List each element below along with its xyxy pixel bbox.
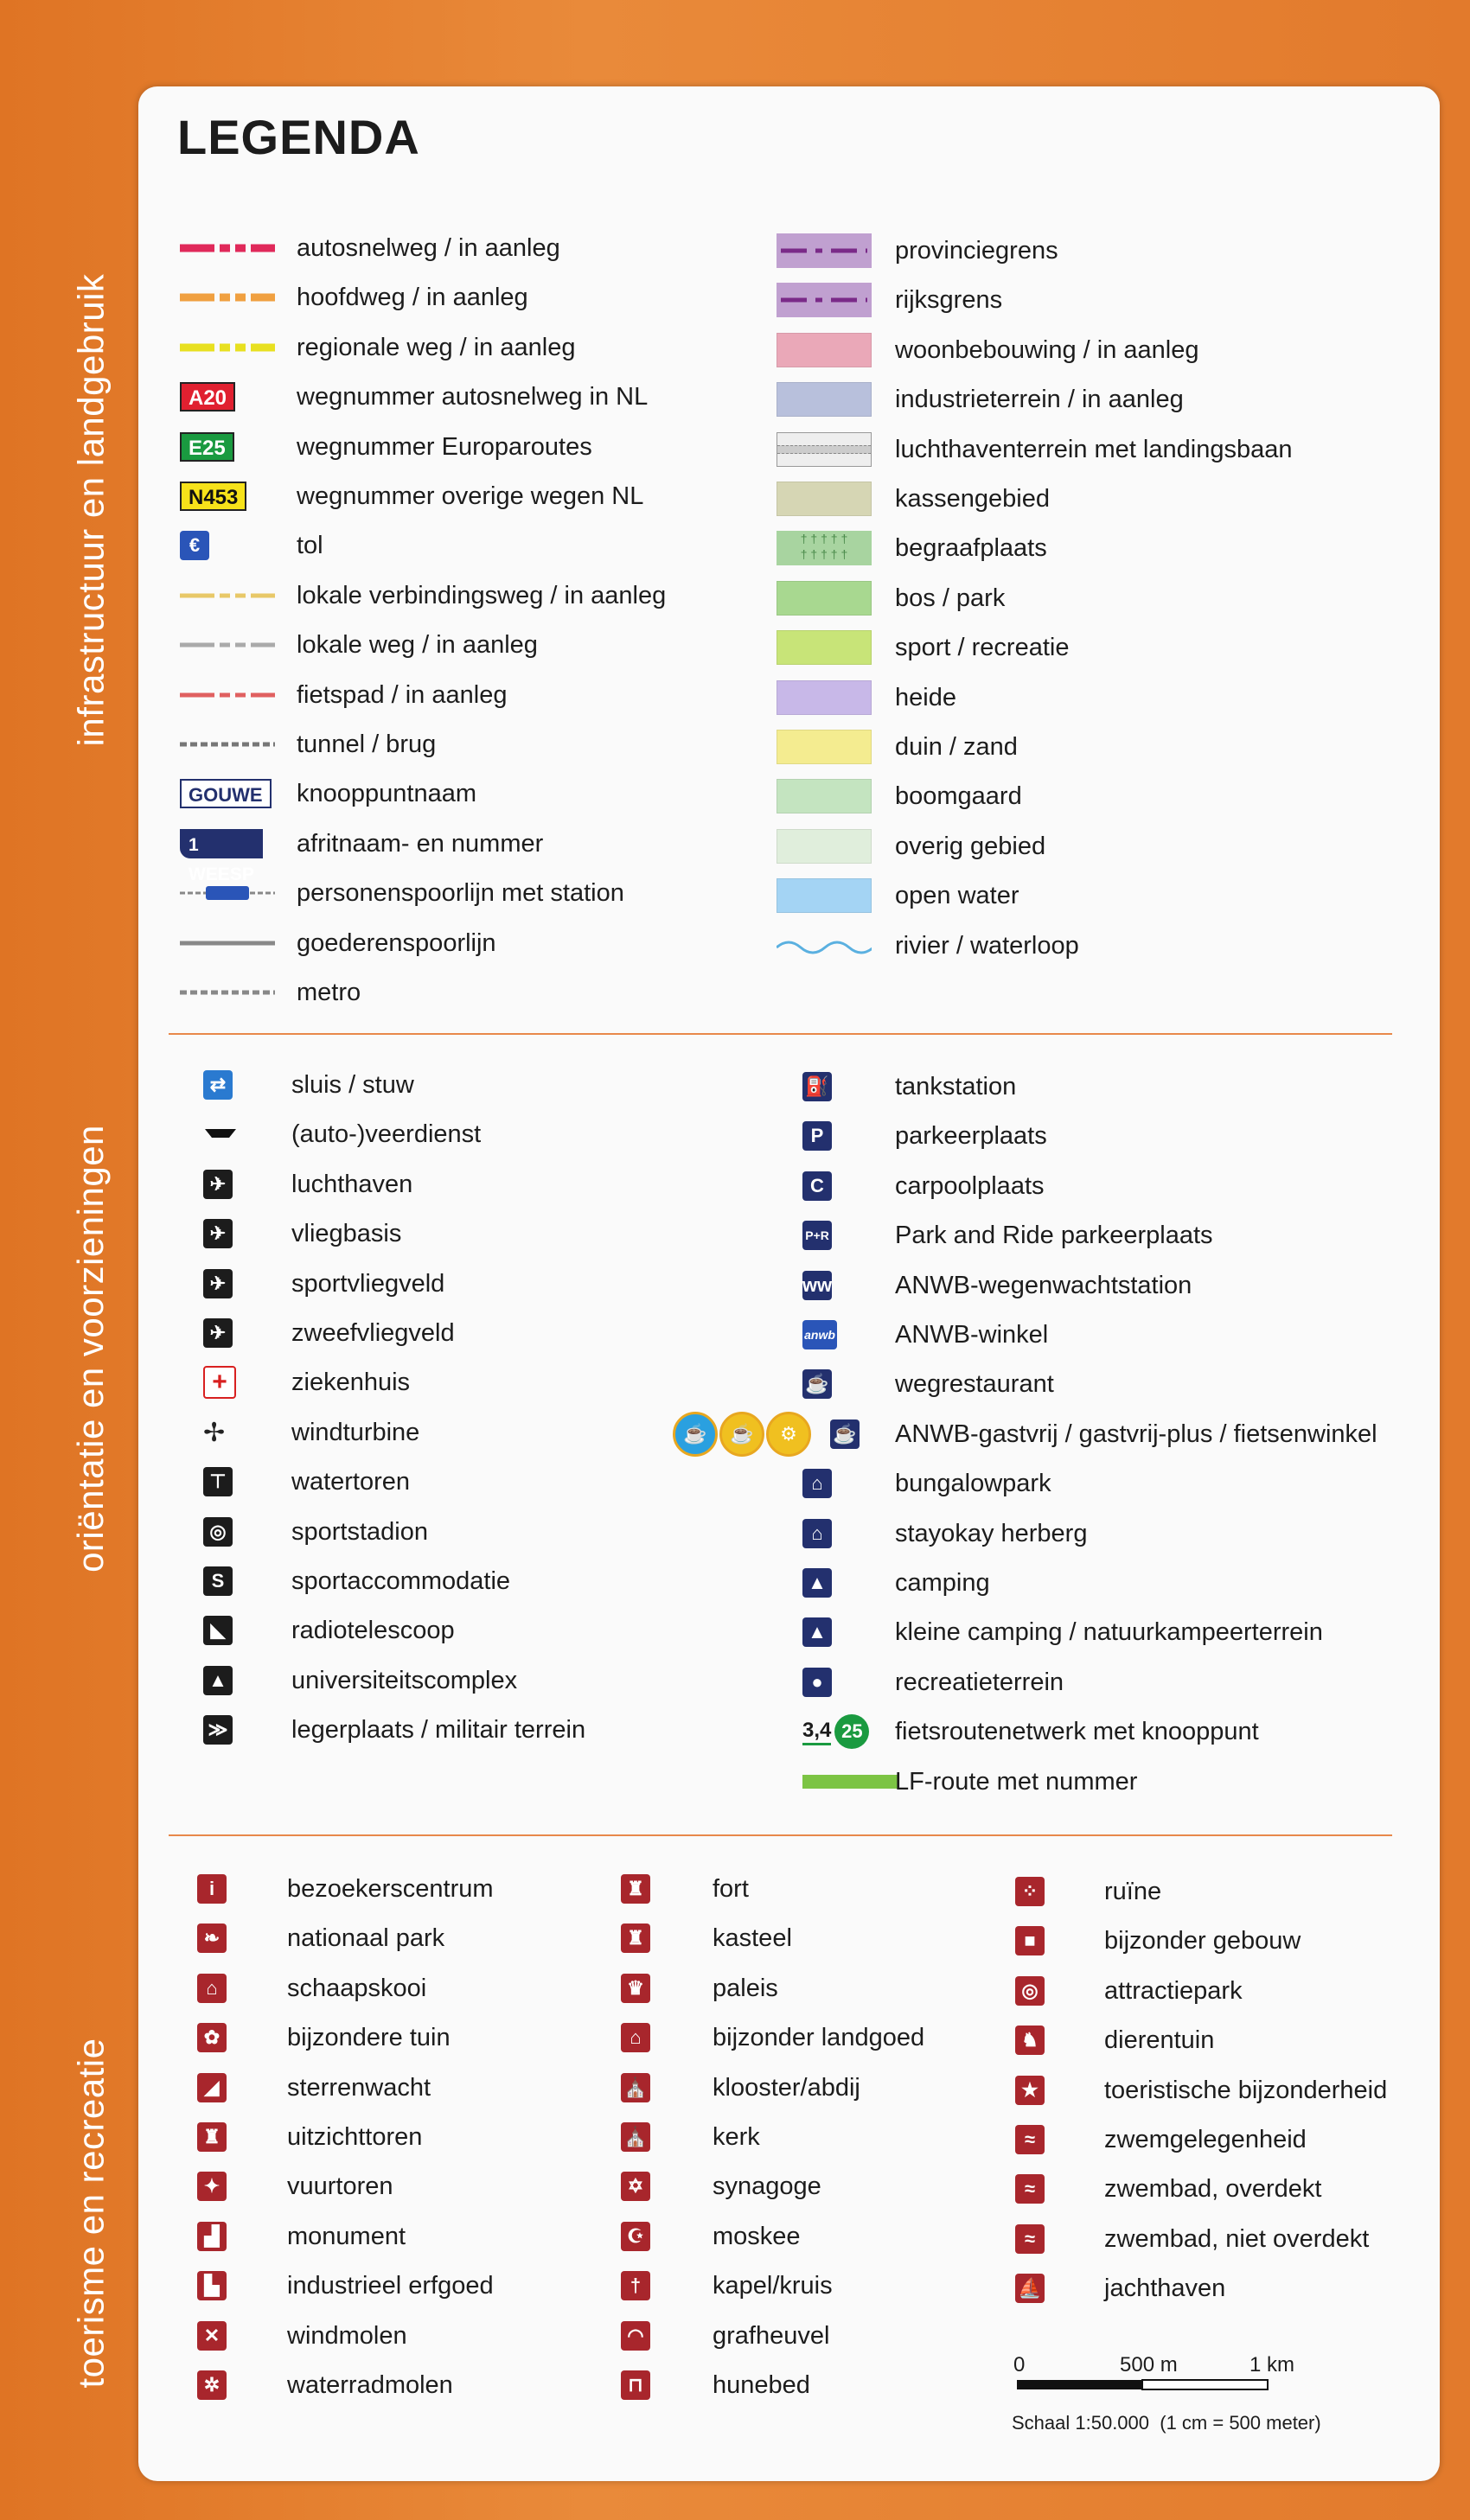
legend-item-label: (auto-)veerdienst: [291, 1120, 482, 1148]
legend-item-label: tunnel / brug: [297, 730, 437, 758]
monument-icon: ▟: [197, 2215, 227, 2258]
visitor-center-icon: i: [197, 1867, 227, 1911]
small-camping-icon: ▲: [802, 1611, 832, 1654]
legend-item-label: paleis: [713, 1975, 778, 2002]
other-road-number-badge: N453: [180, 475, 246, 518]
legend-item-label: sportstadion: [291, 1518, 428, 1546]
legend-item-label: luchthaventerrein met landingsbaan: [895, 436, 1293, 463]
legend-item-label: sluis / stuw: [291, 1071, 414, 1099]
legend-item-label: wegnummer autosnelweg in NL: [297, 383, 649, 411]
side-label-infrastructure: infrastructuur en landgebruik: [70, 273, 111, 747]
legend-item-label: watertoren: [291, 1468, 411, 1496]
lookout-tower-icon: ♜: [197, 2115, 227, 2159]
zoo-icon: ♞: [1015, 2019, 1045, 2062]
legend-item-label: fort: [713, 1875, 749, 1903]
scale-label-end: 1 km: [1250, 2353, 1295, 2376]
indoor-pool-icon: ≈: [1015, 2167, 1045, 2211]
legend-item-label: kerk: [713, 2123, 760, 2151]
legend-item-label: toeristische bijzonderheid: [1104, 2077, 1388, 2104]
legend-item-label: synagoge: [713, 2172, 821, 2200]
legend-item-label: ANWB-winkel: [895, 1321, 1049, 1349]
regional-road-line-icon: [180, 326, 275, 369]
cycle-network-junction-icon: 3,4 25: [802, 1710, 869, 1753]
legend-item-label: rijksgrens: [895, 286, 1003, 314]
legend-item-label: rivier / waterloop: [895, 932, 1079, 960]
airport-icon: ✈: [203, 1163, 233, 1206]
monastery-icon: ⛪: [621, 2066, 650, 2109]
main-road-line-icon: [180, 276, 275, 319]
legend-item-label: kapel/kruis: [713, 2272, 833, 2300]
legend-item-label: uitzichttoren: [287, 2123, 423, 2151]
legend-item-label: lokale weg / in aanleg: [297, 631, 538, 659]
legend-item-label: heide: [895, 684, 956, 711]
legend-item-label: personenspoorlijn met station: [297, 879, 624, 907]
other-area-swatch: [777, 825, 872, 868]
stadium-icon: ◎: [203, 1510, 233, 1553]
exit-badge: 1 WEESP: [180, 822, 263, 865]
sports-facility-icon: S: [203, 1560, 233, 1603]
legend-item-label: open water: [895, 882, 1019, 909]
legend-item-label: boomgaard: [895, 782, 1022, 810]
outdoor-pool-icon: ≈: [1015, 2217, 1045, 2261]
legend-item-label: Park and Ride parkeerplaats: [895, 1222, 1213, 1249]
legend-item-label: parkeerplaats: [895, 1122, 1047, 1150]
legend-item-label: zweefvliegveld: [291, 1319, 455, 1347]
observatory-icon: ◢: [197, 2066, 227, 2109]
radio-telescope-icon: ◣: [203, 1609, 233, 1652]
legend-item-label: vliegbasis: [291, 1220, 402, 1247]
castle-icon: ♜: [621, 1917, 650, 1960]
legend-item-label: bezoekerscentrum: [287, 1875, 494, 1903]
legend-item-label: monument: [287, 2223, 406, 2250]
national-border-swatch: [777, 278, 872, 322]
lf-route-line-icon: [802, 1760, 898, 1803]
watermill-icon: ✲: [197, 2364, 227, 2407]
legend-item-label: sport / recreatie: [895, 634, 1070, 661]
cemetery-swatch: † † † † † † † † † †: [777, 526, 872, 570]
legend-item-label: nationaal park: [287, 1924, 445, 1952]
burial-mound-icon: ◠: [621, 2314, 650, 2357]
residential-area-swatch: [777, 329, 872, 372]
sport-airfield-icon: ✈: [203, 1262, 233, 1305]
legend-item-label: schaapskooi: [287, 1975, 427, 2002]
legend-item-label: bungalowpark: [895, 1470, 1051, 1497]
section-divider-1: [169, 1033, 1392, 1035]
legend-item-label: windmolen: [287, 2322, 407, 2350]
legend-item-label: autosnelweg / in aanleg: [297, 234, 560, 262]
national-park-icon: ❧: [197, 1917, 227, 1960]
road-restaurant-icon: ☕: [802, 1362, 832, 1406]
legend-item-label: LF-route met nummer: [895, 1768, 1138, 1796]
metro-line-icon: [180, 971, 275, 1014]
legend-item-label: bijzonder landgoed: [713, 2024, 925, 2051]
legend-item-label: wegnummer Europaroutes: [297, 433, 592, 461]
airbase-icon: ✈: [203, 1212, 233, 1255]
legend-item-label: goederenspoorlijn: [297, 929, 496, 957]
freight-railway-line-icon: [180, 922, 275, 965]
legend-item-label: attractiepark: [1104, 1977, 1243, 2005]
marina-icon: ⛵: [1015, 2267, 1045, 2310]
industrial-heritage-icon: ▙: [197, 2264, 227, 2307]
legend-item-label: bijzondere tuin: [287, 2024, 451, 2051]
legend-item-label: tankstation: [895, 1073, 1017, 1101]
legend-item-label: moskee: [713, 2223, 801, 2250]
legend-item-label: hoofdweg / in aanleg: [297, 284, 528, 311]
estate-icon: ⌂: [621, 2016, 650, 2059]
hospital-icon: +: [203, 1361, 236, 1404]
legend-item-label: wegnummer overige wegen NL: [297, 482, 644, 510]
toll-icon: €: [180, 524, 209, 567]
legend-item-label: ANWB-gastvrij / gastvrij-plus / fietsenwinkel: [895, 1420, 1377, 1448]
legend-item-label: sterrenwacht: [287, 2074, 431, 2102]
european-route-badge: E25: [180, 425, 234, 469]
water-tower-icon: ⊤: [203, 1460, 233, 1503]
legend-item-label: industrieterrein / in aanleg: [895, 386, 1184, 413]
scale-segment-2: [1142, 2380, 1268, 2389]
legend-item-label: overig gebied: [895, 833, 1046, 860]
ruin-icon: ⁘: [1015, 1870, 1045, 1913]
scale-bar-graphic: [1012, 2351, 1392, 2455]
scale-label-mid: 500 m: [1120, 2353, 1178, 2376]
fuel-station-icon: ⛽: [802, 1065, 832, 1108]
glider-field-icon: ✈: [203, 1311, 233, 1355]
river-line-icon: [777, 924, 872, 967]
anwb-roadside-station-icon: ww: [802, 1264, 832, 1307]
scale-label-zero: 0: [1013, 2353, 1026, 2376]
legend-item-label: regionale weg / in aanleg: [297, 334, 576, 361]
mosque-icon: ☪: [621, 2215, 650, 2258]
passenger-railway-icon: [180, 871, 275, 915]
local-connecting-road-line-icon: [180, 574, 275, 617]
military-terrain-icon: ≫: [203, 1708, 233, 1751]
palace-icon: ♛: [621, 1967, 650, 2010]
legend-title: LEGENDA: [177, 110, 420, 164]
legend-item-label: lokale verbindingsweg / in aanleg: [297, 582, 667, 609]
province-border-swatch: [777, 229, 872, 272]
legend-item-label: sportaccommodatie: [291, 1567, 511, 1595]
scale-bar: [1012, 2351, 1392, 2455]
motorway-line-icon: [180, 226, 275, 270]
legend-item-label: duin / zand: [895, 733, 1018, 761]
legend-item-label: grafheuvel: [713, 2322, 830, 2350]
legend-item-label: stayokay herberg: [895, 1520, 1088, 1547]
scale-caption: Schaal 1:50.000 (1 cm = 500 meter): [1012, 2412, 1321, 2434]
legend-item-label: kassengebied: [895, 485, 1050, 513]
legend-item-label: vuurtoren: [287, 2172, 393, 2200]
legend-item-label: ruïne: [1104, 1878, 1162, 1905]
legend-item-label: radiotelescoop: [291, 1617, 455, 1644]
legend-item-label: jachthaven: [1104, 2274, 1226, 2302]
lighthouse-icon: ✦: [197, 2165, 227, 2208]
greenhouse-area-swatch: [777, 477, 872, 520]
special-building-icon: ■: [1015, 1919, 1045, 1962]
legend-item-label: ANWB-wegenwachtstation: [895, 1272, 1192, 1299]
legend-item-label: luchthaven: [291, 1171, 413, 1198]
legend-item-label: metro: [297, 979, 361, 1006]
legend-item-label: fietsroutenetwerk met knooppunt: [895, 1718, 1259, 1745]
anwb-shop-icon: anwb: [802, 1313, 837, 1356]
legend-item-label: ziekenhuis: [291, 1368, 411, 1396]
legend-item-label: klooster/abdij: [713, 2074, 860, 2102]
scale-segment-1: [1017, 2380, 1142, 2389]
forest-park-swatch: [777, 577, 872, 620]
tunnel-bridge-line-icon: [180, 723, 275, 766]
legend-item-label: begraafplaats: [895, 534, 1047, 562]
legend-item-label: zwembad, overdekt: [1104, 2175, 1322, 2203]
orchard-swatch: [777, 775, 872, 818]
legend-item-label: dierentuin: [1104, 2026, 1215, 2054]
legend-item-label: zwembad, niet overdekt: [1104, 2225, 1370, 2253]
stayokay-hostel-icon: ⌂: [802, 1512, 832, 1555]
legend-item-label: camping: [895, 1569, 990, 1597]
anwb-hospitality-icons: ☕ ☕ ⚙ ☕: [802, 1413, 860, 1456]
dune-sand-swatch: [777, 725, 872, 769]
legend-item-label: waterradmolen: [287, 2371, 453, 2399]
tourist-highlight-icon: ★: [1015, 2069, 1045, 2112]
church-icon: ⛪: [621, 2115, 650, 2159]
legend-item-label: knooppuntnaam: [297, 780, 476, 807]
legend-item-label: sportvliegveld: [291, 1270, 445, 1298]
legend-item-label: wegrestaurant: [895, 1370, 1054, 1398]
legend-item-label: bijzonder gebouw: [1104, 1927, 1301, 1955]
legend-item-label: windturbine: [291, 1419, 420, 1446]
legend-item-label: provinciegrens: [895, 237, 1058, 265]
carpool-icon: C: [802, 1164, 832, 1208]
parking-icon: P: [802, 1114, 832, 1158]
legend-item-label: fietspad / in aanleg: [297, 681, 508, 709]
camping-icon: ▲: [802, 1561, 832, 1605]
section-divider-2: [169, 1834, 1392, 1836]
legend-item-label: kasteel: [713, 1924, 792, 1952]
legend-item-label: hunebed: [713, 2371, 810, 2399]
side-label-orientation: oriëntatie en voorzieningen: [70, 1125, 112, 1573]
fort-icon: ♜: [621, 1867, 650, 1911]
car-ferry-icon: [203, 1113, 238, 1156]
legend-item-label: afritnaam- en nummer: [297, 830, 544, 858]
wind-turbine-icon: ✢: [203, 1418, 226, 1447]
legend-item-label: kleine camping / natuurkampeerterrein: [895, 1618, 1323, 1646]
heath-swatch: [777, 676, 872, 719]
industrial-area-swatch: [777, 378, 872, 421]
sheepfold-icon: ⌂: [197, 1967, 227, 2010]
legend-item-label: carpoolplaats: [895, 1172, 1045, 1200]
open-water-swatch: [777, 874, 872, 917]
motorway-number-badge: A20: [180, 375, 235, 418]
bungalow-park-icon: ⌂: [802, 1462, 832, 1505]
synagogue-icon: ✡: [621, 2165, 650, 2208]
legend-item-label: legerplaats / militair terrein: [291, 1716, 586, 1744]
amusement-park-icon: ◎: [1015, 1969, 1045, 2013]
junction-name-badge: GOUWE: [180, 772, 272, 815]
university-icon: ▲: [203, 1659, 233, 1702]
side-label-tourism: toerisme en recreatie: [70, 2038, 112, 2389]
park-and-ride-icon: P+R: [802, 1214, 832, 1257]
sport-recreation-swatch: [777, 626, 872, 669]
legend-item-label: bos / park: [895, 584, 1006, 612]
legend-item-label: universiteitscomplex: [291, 1667, 518, 1694]
legend-item-label: woonbebouwing / in aanleg: [895, 336, 1199, 364]
chapel-cross-icon: †: [621, 2264, 650, 2307]
windmill-icon: ✕: [197, 2314, 227, 2357]
recreation-area-icon: ●: [802, 1661, 832, 1704]
cycle-path-line-icon: [180, 673, 275, 717]
dolmen-icon: ⊓: [621, 2364, 650, 2407]
airport-grounds-swatch: [777, 428, 872, 471]
local-road-line-icon: [180, 623, 275, 667]
special-garden-icon: ✿: [197, 2016, 227, 2059]
legend-item-label: tol: [297, 532, 323, 559]
legend-item-label: recreatieterrein: [895, 1668, 1064, 1696]
legend-item-label: zwemgelegenheid: [1104, 2126, 1307, 2153]
legend-item-label: industrieel erfgoed: [287, 2272, 494, 2300]
lock-weir-icon: ⇄: [203, 1063, 233, 1107]
swimming-spot-icon: ≈: [1015, 2118, 1045, 2161]
